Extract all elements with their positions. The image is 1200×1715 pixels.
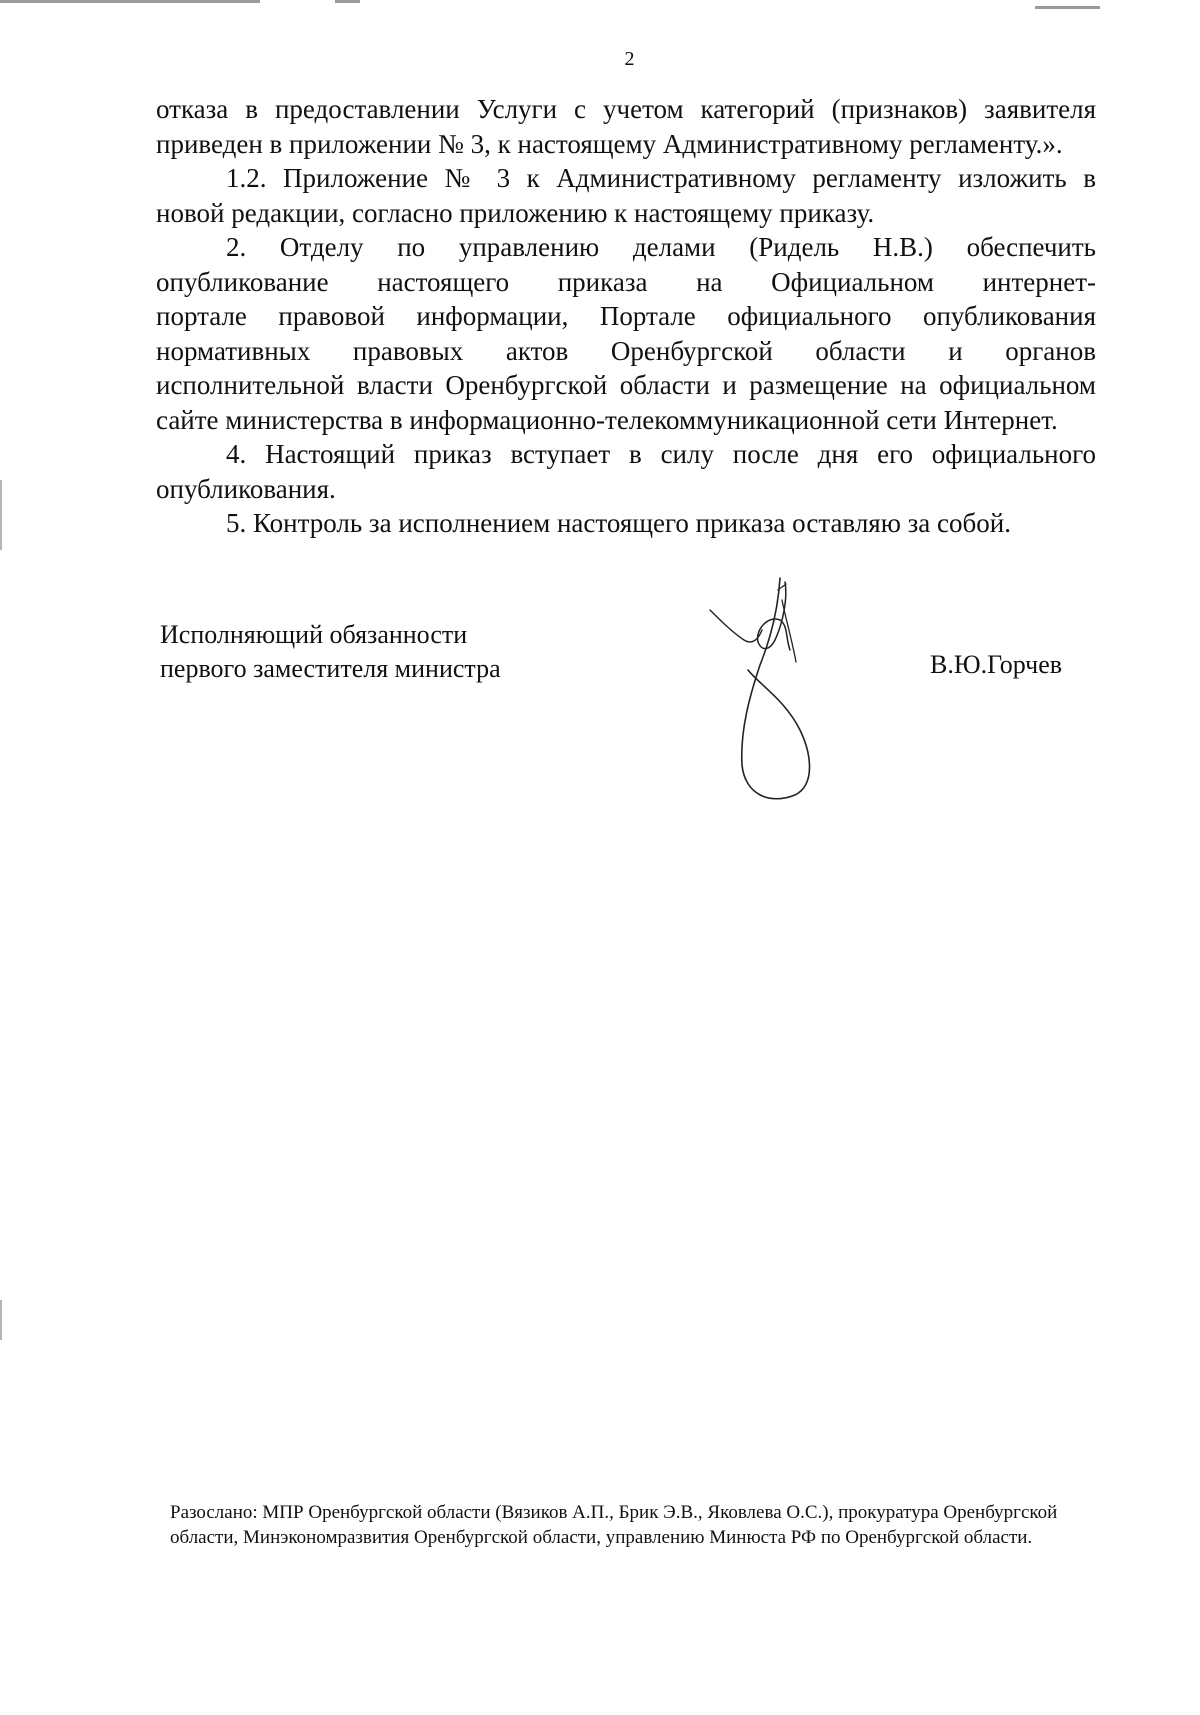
text-line: нормативных правовых актов Оренбургской области и органов: [156, 335, 1096, 366]
paragraph-5: [156, 506, 1096, 541]
paragraph-1-2: [156, 161, 1096, 230]
signatory-name: В.Ю.Горчев: [930, 650, 1063, 679]
handwritten-signature: [700, 570, 850, 810]
document-body: [156, 92, 1096, 541]
scan-artifact-left-edge: [0, 480, 2, 550]
text-line: 2. Отделу по управлению делами (Ридель Н.В.) обеспечить: [226, 232, 1096, 262]
text-line: опубликование настоящего приказа на Официальном интернет-: [156, 266, 1096, 297]
text-line: новой редакции, согласно приложению к настоящему приказу.: [156, 197, 875, 228]
text-line: отказа в предоставлении Услуги с учетом категорий (признаков) заявителя: [156, 94, 1096, 124]
text-line: опубликования.: [156, 473, 336, 504]
paragraph-4: [156, 437, 1096, 506]
paragraph-1-continuation: [156, 92, 1096, 161]
text-line: исполнительной власти Оренбургской области и размещение на официальном: [156, 370, 1096, 400]
signatory-position-line: первого заместителя министра: [160, 654, 501, 683]
text-line: портале правовой информации, Портале официального опубликования: [156, 301, 1096, 331]
scan-artifact-top-left: [0, 0, 260, 3]
scan-artifact-top-right: [1035, 6, 1100, 9]
text-line: 1.2. Приложение № 3 к Административному регламенту изложить в: [226, 163, 1096, 193]
distribution-list: [170, 1500, 1130, 1550]
text-line: 4. Настоящий приказ вступает в силу после дня его официального: [226, 439, 1096, 469]
paragraph-2: [156, 230, 1096, 437]
text-line: приведен в приложении № 3, к настоящему Административному регламенту.».: [156, 128, 1063, 159]
text-line: 5. Контроль за исполнением настоящего приказа оставляю за собой.: [226, 508, 1011, 538]
signatory-position: [160, 618, 580, 686]
signatory-position-line: Исполняющий обязанности: [160, 620, 468, 649]
distribution-line: Разослано: МПР Оренбургской области (Вязиков А.П., Брик Э.В., Яковлева О.С.), прокуратура Оренбургской: [170, 1502, 1058, 1523]
text-line: сайте министерства в информационно-телекоммуникационной сети Интернет.: [156, 404, 1058, 435]
distribution-line: области, Минэкономразвития Оренбургской области, управлению Минюста РФ по Оренбургской области.: [170, 1527, 1033, 1548]
scan-artifact-top-mid: [335, 0, 360, 3]
scan-artifact-left-edge-lower: [0, 1300, 2, 1340]
page-number: 2: [624, 48, 636, 70]
